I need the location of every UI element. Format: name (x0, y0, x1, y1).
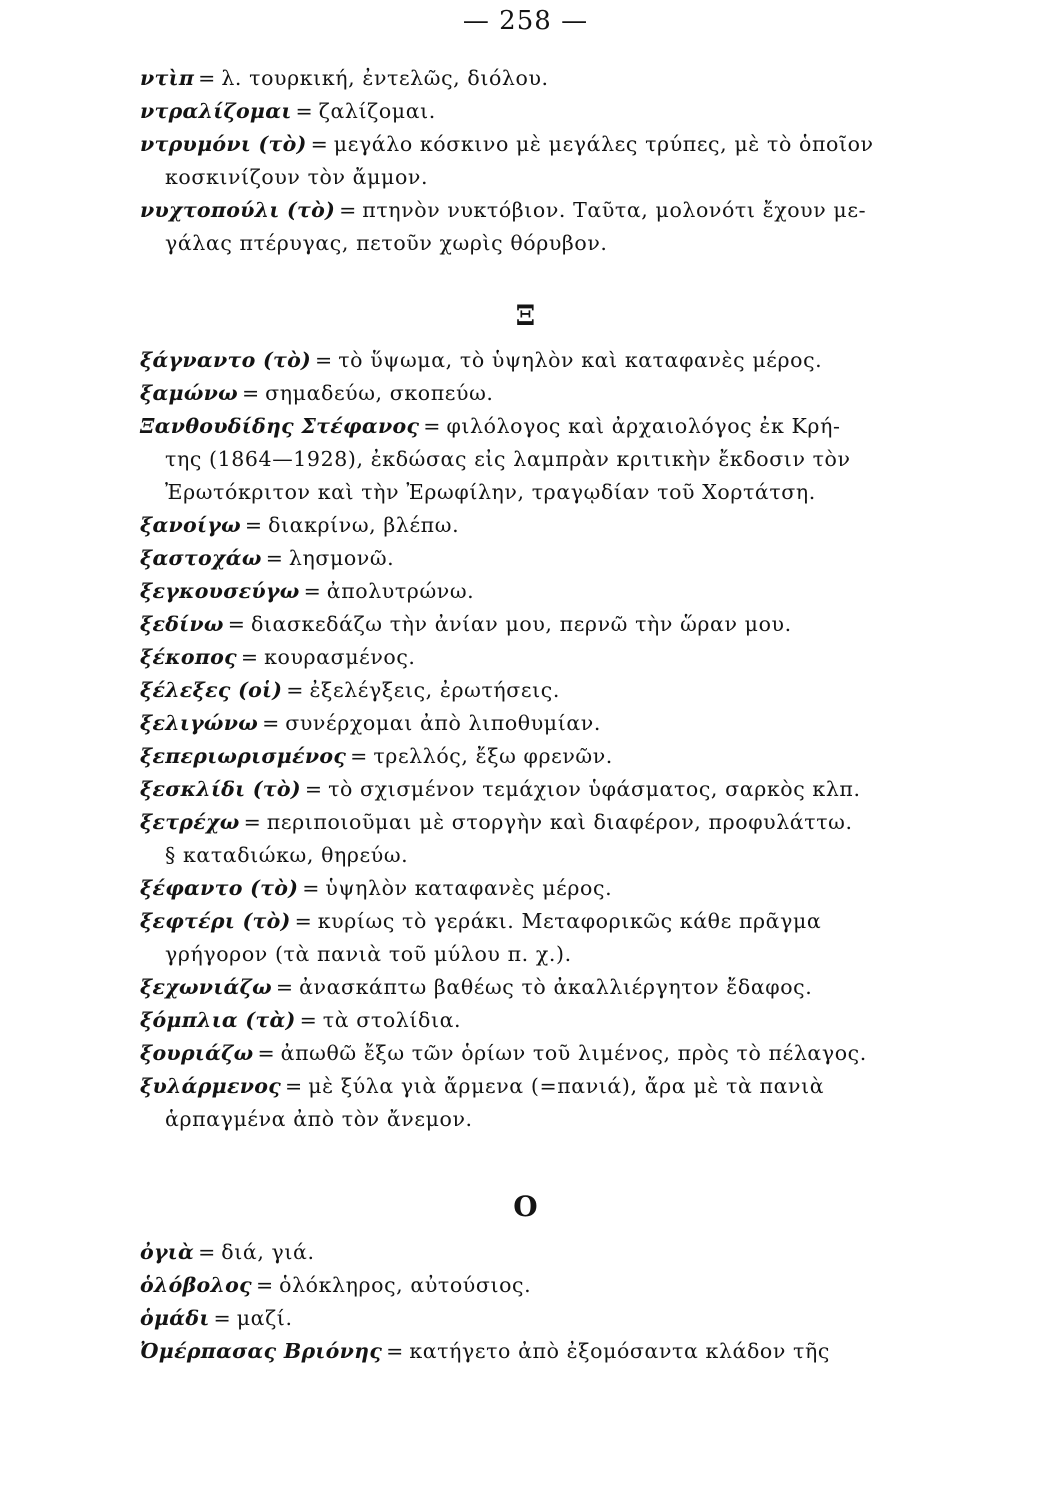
equals-sign: = (286, 678, 304, 702)
equals-sign: = (262, 711, 280, 735)
entry-first-line (0, 1004, 1051, 1037)
entry-definition: ἐξελέγξεις, ἐρωτήσεις. (309, 678, 560, 702)
entry-first-line (0, 674, 1051, 707)
dictionary-entry (0, 128, 1051, 194)
entry-first-line (0, 62, 1051, 95)
entry-first-line (0, 740, 1051, 773)
equals-sign: = (339, 198, 357, 222)
entry-headword: ξέλεξες (οἱ) (140, 678, 283, 702)
entry-definition: τὸ σχισμένον τεμάχιον ὑφάσματος, σαρκὸς κλπ. (328, 777, 861, 801)
entry-definition: διασκεδάζω τὴν ἀνίαν μου, περνῶ τὴν ὥραν μου. (250, 612, 792, 636)
entry-definition: πτηνὸν νυκτόβιον. Ταῦτα, μολονότι ἔχουν με- (362, 198, 867, 222)
entry-definition: τὸ ὕψωμα, τὸ ὑψηλὸν καὶ καταφανὲς μέρος. (338, 348, 823, 372)
entry-definition: μεγάλο κόσκινο μὲ μεγάλες τρύπες, μὲ τὸ ὁποῖον (333, 132, 874, 156)
dictionary-entry (0, 1269, 1051, 1302)
entry-definition: λησμονῶ. (288, 546, 395, 570)
dictionary-entry (0, 905, 1051, 971)
entry-first-line (0, 608, 1051, 641)
entry-headword: ὀγιὰ (140, 1240, 195, 1264)
entry-definition: ὑψηλὸν καταφανὲς μέρος. (325, 876, 613, 900)
equals-sign: = (244, 513, 263, 537)
equals-sign: = (423, 414, 441, 438)
section-letter-xi: Ξ (515, 299, 536, 332)
entry-first-line (0, 1269, 1051, 1302)
entry-definition: συνέρχομαι ἀπὸ λιποθυμίαν. (285, 711, 601, 735)
equals-sign: = (294, 909, 312, 933)
dictionary-entry (0, 1004, 1051, 1037)
dictionary-entry (0, 806, 1051, 872)
entry-definition: μὲ ξύλα γιὰ ἄρμενα (=πανιά), ἄρα μὲ τὰ πανιὰ (308, 1074, 825, 1098)
equals-sign: = (295, 99, 313, 123)
page-number: — 258 — (462, 6, 589, 36)
entry-continuation: κοσκινίζουν τὸν ἄμμον. (165, 165, 429, 189)
equals-sign: = (257, 1041, 275, 1065)
dictionary-entry (0, 872, 1051, 905)
entry-continuation: § καταδιώκω, θηρεύω. (165, 843, 409, 867)
entry-definition: ὁλόκληρος, αὐτούσιος. (279, 1273, 532, 1297)
equals-sign: = (304, 777, 323, 801)
entry-definition: ἀπωθῶ ἔξω τῶν ὁρίων τοῦ λιμένος, πρὸς τὸ πέλαγος. (280, 1041, 867, 1065)
entry-headword: ξαμώνω (140, 381, 238, 405)
entry-headword: ξελιγώνω (140, 711, 259, 735)
entry-headword: ξεδίνω (140, 612, 224, 636)
entry-first-line (0, 1037, 1051, 1070)
dictionary-entry (0, 641, 1051, 674)
entry-definition: ζαλίζομαι. (318, 99, 436, 123)
entry-headword: ξεφτέρι (τὸ) (140, 909, 291, 933)
entry-first-line (0, 410, 1051, 443)
entry-continuation: της (1864—1928), ἐκδώσας εἰς λαμπρὰν κριτικὴν ἔκδοσιν τὸν (165, 447, 851, 471)
equals-sign: = (240, 645, 259, 669)
entry-continuation: γάλας πτέρυγας, πετοῦν χωρὶς θόρυβον. (165, 231, 608, 255)
entry-headword: ξουριάζω (140, 1041, 254, 1065)
entry-definition: διά, γιά. (221, 1240, 315, 1264)
dictionary-entry (0, 95, 1051, 128)
entry-headword: Ξανθουδίδης Στέφανος (140, 414, 420, 438)
entry-definition: τὰ στολίδια. (322, 1008, 462, 1032)
entry-definition: φιλόλογος καὶ ἀρχαιολόγος ἐκ Κρή- (446, 414, 841, 438)
equals-sign: = (386, 1339, 404, 1363)
entry-first-line (0, 1236, 1051, 1269)
entry-headword: νυχτοπούλι (τὸ) (140, 198, 336, 222)
equals-sign: = (255, 1273, 274, 1297)
entry-headword: ξάγναντο (τὸ) (140, 348, 312, 372)
entry-first-line (0, 542, 1051, 575)
entry-first-line (0, 806, 1051, 839)
entry-first-line (0, 95, 1051, 128)
entry-first-line (0, 905, 1051, 938)
dictionary-entry (0, 410, 1051, 509)
entry-definition: κατήγετο ἀπὸ ἐξομόσαντα κλάδον τῆς (409, 1339, 830, 1363)
entry-definition: διακρίνω, βλέπω. (268, 513, 460, 537)
equals-sign: = (285, 1074, 303, 1098)
entries-block-omicron (0, 1236, 1051, 1368)
dictionary-entry (0, 1037, 1051, 1070)
entry-first-line (0, 707, 1051, 740)
equals-sign: = (302, 876, 320, 900)
equals-sign: = (243, 810, 261, 834)
entry-headword: ντραλίζομαι (140, 99, 292, 123)
entry-first-line (0, 194, 1051, 227)
entry-headword: ντὶπ (140, 66, 195, 90)
entry-first-line (0, 641, 1051, 674)
entries-block-nu (0, 62, 1051, 260)
dictionary-entry (0, 971, 1051, 1004)
dictionary-entry (0, 542, 1051, 575)
dictionary-entry (0, 773, 1051, 806)
dictionary-entry (0, 509, 1051, 542)
equals-sign: = (275, 975, 294, 999)
entry-headword: ξεπεριωρισμένος (140, 744, 347, 768)
entry-definition: λ. τουρκική, ἐντελῶς, διόλου. (221, 66, 549, 90)
equals-sign: = (265, 546, 283, 570)
entry-headword: ξεγκουσεύγω (140, 579, 300, 603)
equals-sign: = (303, 579, 321, 603)
entry-definition: σημαδεύω, σκοπεύω. (265, 381, 494, 405)
dictionary-entry (0, 1236, 1051, 1269)
dictionary-entry (0, 608, 1051, 641)
equals-sign: = (213, 1306, 231, 1330)
entry-first-line (0, 128, 1051, 161)
entry-first-line (0, 971, 1051, 1004)
dictionary-entry (0, 740, 1051, 773)
entry-definition: κουρασμένος. (264, 645, 416, 669)
entry-continuation: ἁρπαγμένα ἀπὸ τὸν ἄνεμον. (165, 1107, 473, 1131)
entry-first-line (0, 1302, 1051, 1335)
entry-definition: ἀπολυτρώνω. (326, 579, 475, 603)
entry-headword: ξυλάρμενος (140, 1074, 281, 1098)
dictionary-entry (0, 575, 1051, 608)
entry-headword: ξόμπλια (τὰ) (140, 1008, 296, 1032)
entry-headword: ὁμάδι (140, 1306, 210, 1330)
entry-continuation: γρήγορον (τὰ πανιὰ τοῦ μύλου π. χ.). (165, 942, 572, 966)
dictionary-entry (0, 377, 1051, 410)
entry-first-line (0, 1335, 1051, 1368)
entry-first-line (0, 344, 1051, 377)
entry-first-line (0, 509, 1051, 542)
equals-sign: = (310, 132, 328, 156)
entry-definition: μαζί. (236, 1306, 293, 1330)
equals-sign: = (227, 612, 245, 636)
entry-headword: ξεσκλίδι (τὸ) (140, 777, 301, 801)
equals-sign: = (198, 1240, 216, 1264)
equals-sign: = (315, 348, 333, 372)
entry-first-line (0, 773, 1051, 806)
dictionary-entry (0, 344, 1051, 377)
entry-headword: ξέκοπος (140, 645, 237, 669)
dictionary-entry (0, 1335, 1051, 1368)
entry-headword: ξετρέχω (140, 810, 240, 834)
entry-definition: ἀνασκάπτω βαθέως τὸ ἀκαλλιέργητον ἔδαφος. (299, 975, 813, 999)
equals-sign: = (299, 1008, 317, 1032)
dictionary-entry (0, 707, 1051, 740)
equals-sign: = (350, 744, 368, 768)
equals-sign: = (241, 381, 260, 405)
dictionary-entry (0, 194, 1051, 260)
entry-headword: Ὀμέρπασας Βριόνης (140, 1339, 383, 1363)
entry-first-line (0, 1070, 1051, 1103)
entry-headword: ὁλόβολος (140, 1273, 252, 1297)
section-letter-omicron: Ο (513, 1190, 538, 1223)
dictionary-entry (0, 1070, 1051, 1136)
equals-sign: = (198, 66, 216, 90)
entry-first-line (0, 377, 1051, 410)
entry-continuation: Ἐρωτόκριτον καὶ τὴν Ἐρωφίλην, τραγῳδίαν τοῦ Χορτάτση. (165, 480, 816, 504)
entry-first-line (0, 872, 1051, 905)
entry-headword: ξαστοχάω (140, 546, 262, 570)
dictionary-entry (0, 1302, 1051, 1335)
entry-headword: ντρυμόνι (τὸ) (140, 132, 307, 156)
entry-definition: κυρίως τὸ γεράκι. Μεταφορικῶς κάθε πρᾶγμα (317, 909, 822, 933)
entry-headword: ξέφαντο (τὸ) (140, 876, 299, 900)
dictionary-entry (0, 674, 1051, 707)
entries-block-xi (0, 344, 1051, 1136)
entry-definition: περιποιοῦμαι μὲ στοργὴν καὶ διαφέρον, προφυλάττω. (266, 810, 853, 834)
entry-first-line (0, 575, 1051, 608)
entry-headword: ξεχωνιάζω (140, 975, 272, 999)
entry-headword: ξανοίγω (140, 513, 241, 537)
entry-definition: τρελλός, ἔξω φρενῶν. (373, 744, 613, 768)
dictionary-entry (0, 62, 1051, 95)
